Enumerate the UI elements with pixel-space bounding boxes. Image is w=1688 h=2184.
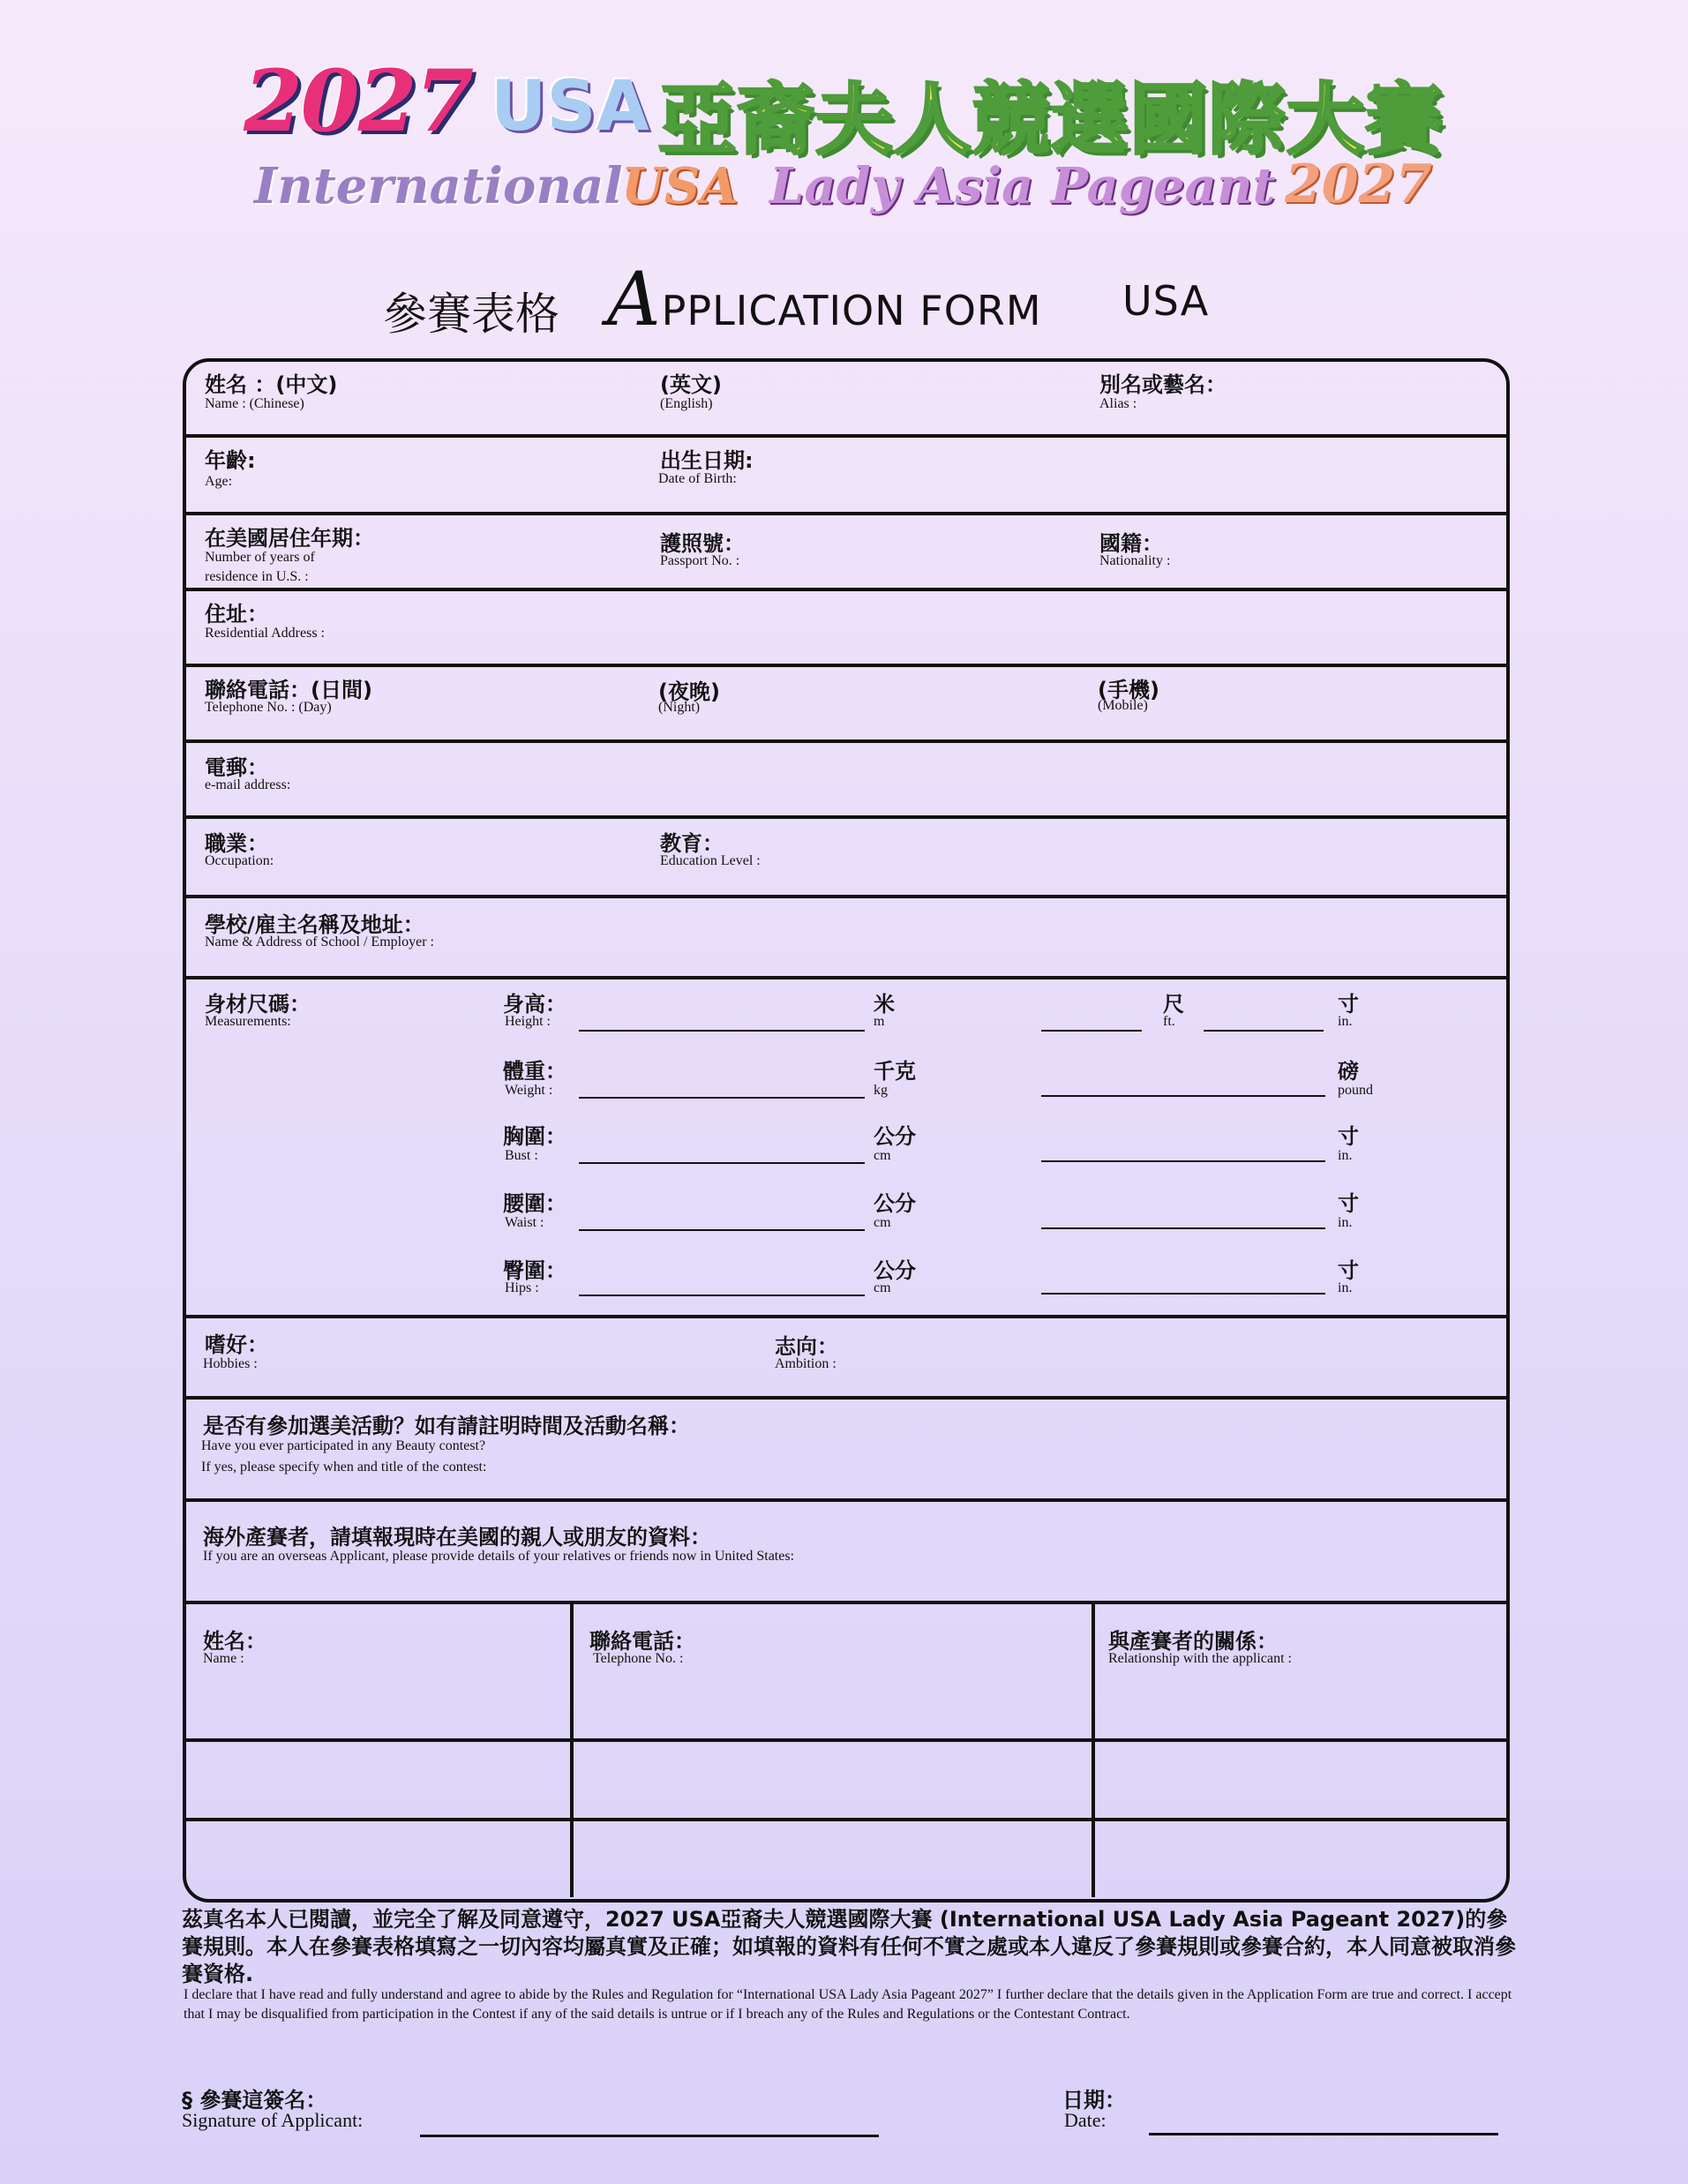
telephone-day-label: 聯絡電話：(日間) xyxy=(205,678,372,702)
height-m-field[interactable] xyxy=(579,1030,865,1032)
relationship-header: 與產賽者的關係： xyxy=(1108,1629,1278,1654)
bust-cm-unit-en: cm xyxy=(874,1148,891,1163)
name-english-label: (英文) xyxy=(660,372,722,397)
bust-in-field[interactable] xyxy=(1041,1160,1325,1162)
weight-pound-unit: 磅 xyxy=(1338,1059,1359,1084)
weight-label: 體重： xyxy=(503,1059,566,1084)
passport-sublabel: Passport No. : xyxy=(660,553,740,568)
weight-sublabel: Weight : xyxy=(505,1083,553,1098)
title-year: 2027 xyxy=(244,51,473,151)
name-chinese-sublabel: Name : (Chinese) xyxy=(205,396,304,411)
waist-label: 腰圍： xyxy=(503,1191,566,1216)
beauty-contest-label: 是否有參加選美活動？如有請註明時間及活動名稱： xyxy=(203,1414,690,1438)
form-title-english xyxy=(607,256,1042,342)
row-divider xyxy=(184,588,1506,591)
height-label: 身高： xyxy=(503,992,566,1017)
alias-sublabel: Alias : xyxy=(1099,396,1137,411)
weight-pound-unit-en: pound xyxy=(1338,1083,1373,1098)
form-title-chinese: 參賽表格 xyxy=(383,289,559,340)
waist-in-unit: 寸 xyxy=(1338,1191,1359,1216)
hips-label: 臀圍： xyxy=(503,1258,566,1283)
row-divider xyxy=(184,434,1506,438)
height-ft-unit-en: ft. xyxy=(1163,1014,1175,1029)
row-divider xyxy=(184,1738,1506,1742)
declaration-chinese: 茲真名本人已閱讀，並完全了解及同意遵守，2027 USA亞裔夫人競選國際大賽 (International USA Lady Asia Pageant 2027)的參賽規則。本人在參賽表格填寫之一切內容均屬真實及正確；如填報的資料有任何不實之處或本人違反了參賽規則或參賽合約，本人同意被取消參賽資格. xyxy=(182,1907,1516,1986)
beauty-contest-sublabel-2: If yes, please specify when and title of the contest: xyxy=(201,1460,487,1475)
name-chinese-label: 姓名 ：(中文) xyxy=(205,372,338,397)
weight-kg-unit-en: kg xyxy=(874,1083,888,1098)
hips-sublabel: Hips : xyxy=(505,1280,539,1295)
height-ft-field[interactable] xyxy=(1041,1030,1142,1032)
row-divider xyxy=(184,1818,1506,1821)
relative-telephone-subheader: Telephone No. : xyxy=(593,1651,684,1666)
signature-sublabel: Signature of Applicant: xyxy=(182,2109,364,2131)
residence-years-sublabel-1: Number of years of xyxy=(205,550,315,565)
row-divider xyxy=(184,1498,1506,1502)
subtitle-usa: USA xyxy=(621,157,739,215)
name-english-sublabel: (English) xyxy=(660,396,713,411)
date-label: 日期： xyxy=(1062,2088,1126,2113)
waist-in-field[interactable] xyxy=(1041,1227,1325,1229)
row-divider xyxy=(184,1601,1506,1604)
hobbies-sublabel: Hobbies : xyxy=(203,1356,258,1371)
row-divider xyxy=(184,815,1506,819)
declaration-english: I declare that I have read and fully understand and agree to abide by the Rules and Regulation for “International USA Lady Asia Pageant 2027” I further declare that the details given in the Application Form are true and correct. I accept that I may be disqualified from participation in the Contest if any of the said details is untrue or if I breach any of the Rules and Regulations or the Contestant Contract. xyxy=(184,1987,1512,2022)
weight-kg-field[interactable] xyxy=(579,1097,865,1099)
subtitle-international: International xyxy=(254,157,623,215)
nationality-sublabel: Nationality : xyxy=(1099,553,1171,568)
passport-label: 護照號： xyxy=(660,531,745,556)
height-ft-unit: 尺 xyxy=(1163,992,1184,1017)
telephone-night-label: (夜晚) xyxy=(658,679,720,704)
age-label: 年齡: xyxy=(205,448,256,473)
height-m-unit-en: m xyxy=(874,1014,885,1029)
dob-label: 出生日期: xyxy=(660,448,754,473)
ambition-sublabel: Ambition : xyxy=(775,1356,836,1371)
alias-label: 別名或藝名： xyxy=(1099,372,1227,397)
telephone-day-sublabel: Telephone No. : (Day) xyxy=(205,700,332,715)
hips-cm-unit-en: cm xyxy=(874,1280,891,1295)
occupation-label: 職業： xyxy=(205,831,268,856)
nationality-label: 國籍： xyxy=(1099,531,1163,556)
measurements-label: 身材尺碼： xyxy=(205,992,311,1017)
telephone-mobile-sublabel: (Mobile) xyxy=(1098,698,1148,713)
hips-in-unit: 寸 xyxy=(1338,1258,1359,1283)
table-column-divider xyxy=(570,1601,574,1897)
bust-cm-field[interactable] xyxy=(579,1162,865,1164)
hips-cm-field[interactable] xyxy=(579,1295,865,1296)
bust-in-unit-en: in. xyxy=(1338,1148,1353,1163)
age-sublabel: Age: xyxy=(205,474,233,489)
row-divider xyxy=(184,976,1506,979)
bust-cm-unit: 公分 xyxy=(874,1124,916,1149)
row-divider xyxy=(184,664,1506,667)
telephone-night-sublabel: (Night) xyxy=(658,700,701,715)
residence-years-sublabel-2: residence in U.S. : xyxy=(205,569,309,584)
height-in-unit: 寸 xyxy=(1338,992,1359,1017)
row-divider xyxy=(184,895,1506,898)
bust-in-unit: 寸 xyxy=(1338,1124,1359,1149)
waist-cm-unit: 公分 xyxy=(874,1191,916,1216)
subtitle-year: 2027 xyxy=(1285,154,1432,215)
bust-label: 胸圍： xyxy=(503,1124,566,1149)
height-m-unit: 米 xyxy=(874,992,895,1017)
height-in-unit-en: in. xyxy=(1338,1014,1353,1029)
weight-pound-field[interactable] xyxy=(1041,1095,1325,1097)
date-field[interactable] xyxy=(1149,2133,1498,2135)
weight-kg-unit: 千克 xyxy=(874,1059,916,1084)
signature-label: § 參賽這簽名： xyxy=(182,2088,327,2113)
ambition-label: 志向： xyxy=(775,1334,838,1359)
measurements-sublabel: Measurements: xyxy=(205,1014,291,1029)
form-title-rest: PPLICATION FORM xyxy=(661,287,1042,334)
occupation-sublabel: Occupation: xyxy=(205,853,274,868)
waist-sublabel: Waist : xyxy=(505,1215,544,1230)
education-sublabel: Education Level : xyxy=(660,853,761,868)
relative-name-subheader: Name : xyxy=(203,1651,244,1666)
overseas-relatives-label: 海外產賽者，請填報現時在美國的親人或朋友的資料： xyxy=(203,1525,711,1550)
school-employer-label: 學校/雇主名稱及地址： xyxy=(205,912,424,937)
residence-years-label: 在美國居住年期： xyxy=(205,526,374,551)
table-column-divider xyxy=(1092,1601,1095,1897)
form-title-initial: A xyxy=(607,256,662,342)
hips-in-field[interactable] xyxy=(1041,1293,1325,1295)
overseas-relatives-sublabel: If you are an overseas Applicant, please provide details of your relatives or friends now in United States: xyxy=(203,1549,795,1564)
hobbies-label: 嗜好： xyxy=(205,1332,268,1357)
row-divider xyxy=(184,512,1506,515)
hips-cm-unit: 公分 xyxy=(874,1258,916,1283)
education-label: 教育： xyxy=(660,831,724,856)
subtitle-lady-asia: Lady Asia Pageant xyxy=(769,157,1276,215)
row-divider xyxy=(184,1396,1506,1400)
school-employer-sublabel: Name & Address of School / Employer : xyxy=(205,934,434,949)
height-in-field[interactable] xyxy=(1204,1030,1324,1032)
address-label: 住址： xyxy=(205,602,268,627)
row-divider xyxy=(184,739,1506,743)
waist-cm-unit-en: cm xyxy=(874,1215,891,1230)
waist-in-unit-en: in. xyxy=(1338,1215,1353,1230)
signature-field[interactable] xyxy=(420,2135,879,2137)
telephone-mobile-label: (手機) xyxy=(1098,678,1159,702)
relative-telephone-header: 聯絡電話： xyxy=(589,1629,695,1654)
email-sublabel: e-mail address: xyxy=(205,777,291,792)
relationship-subheader: Relationship with the applicant : xyxy=(1108,1651,1292,1666)
relative-name-header: 姓名： xyxy=(203,1629,266,1654)
email-label: 電郵： xyxy=(205,755,268,780)
date-sublabel: Date: xyxy=(1064,2109,1107,2131)
address-sublabel: Residential Address : xyxy=(205,626,325,641)
hips-in-unit-en: in. xyxy=(1338,1280,1353,1295)
form-title-usa: USA xyxy=(1122,277,1210,325)
title-chinese: 亞裔夫人競選國際大賽 xyxy=(658,74,1444,165)
beauty-contest-sublabel-1: Have you ever participated in any Beauty contest? xyxy=(201,1438,486,1453)
height-sublabel: Height : xyxy=(505,1014,551,1029)
row-divider xyxy=(184,1315,1506,1318)
title-usa: USA xyxy=(491,67,649,146)
waist-cm-field[interactable] xyxy=(579,1229,865,1231)
bust-sublabel: Bust : xyxy=(505,1148,538,1163)
dob-sublabel: Date of Birth: xyxy=(658,471,737,486)
